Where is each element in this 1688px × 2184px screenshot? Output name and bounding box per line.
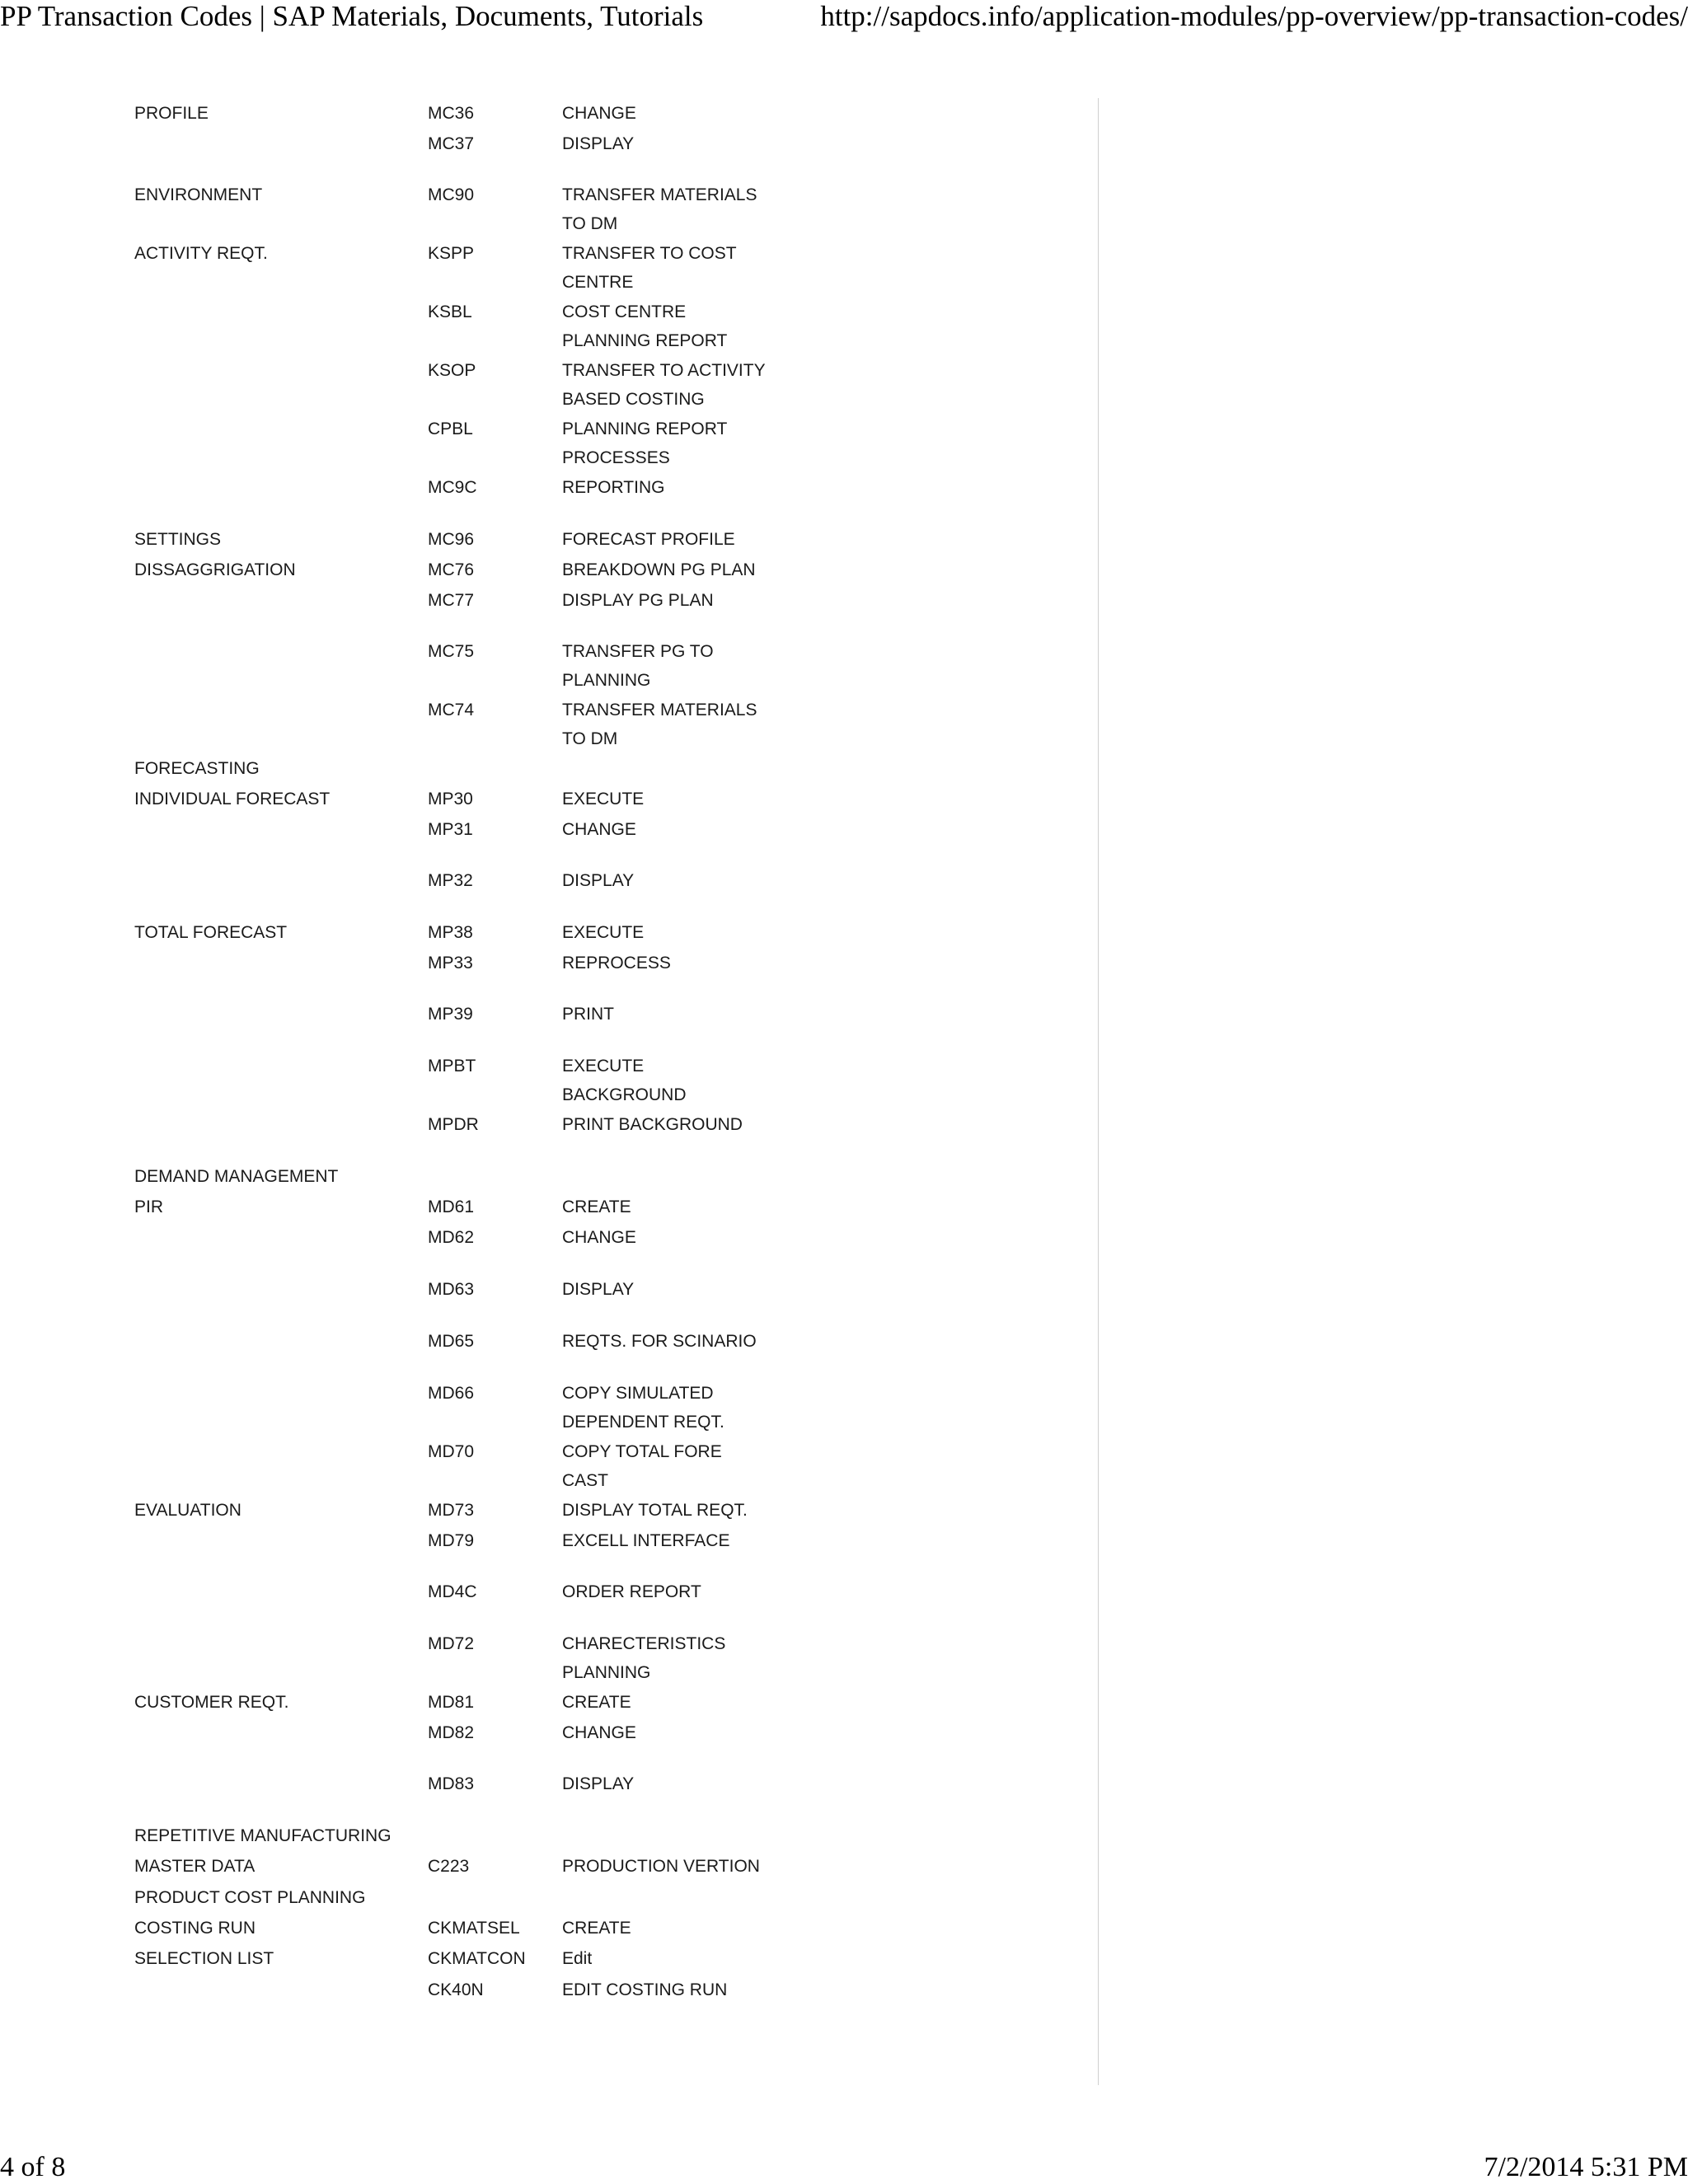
print-datetime: 7/2/2014 5:31 PM (1484, 2152, 1688, 2182)
transaction-code-cell: MC9C (428, 478, 477, 497)
transaction-code-cell: MPBT (428, 1057, 476, 1076)
category-cell: MASTER DATA (134, 1857, 256, 1876)
transaction-code-cell: MP30 (428, 790, 473, 808)
description-cell-line2: CENTRE (562, 273, 634, 292)
category-cell: EVALUATION (134, 1501, 241, 1520)
description-cell: TRANSFER MATERIALS (562, 185, 757, 204)
transaction-code-cell: CPBL (428, 419, 473, 438)
description-cell: CHANGE (562, 104, 636, 123)
transaction-code-cell: KSOP (428, 361, 476, 380)
description-cell: REPORTING (562, 478, 665, 497)
description-cell: PRINT (562, 1005, 614, 1024)
description-cell: PLANNING REPORT (562, 419, 728, 438)
transaction-code-cell: MD66 (428, 1384, 475, 1403)
description-cell: TRANSFER TO COST (562, 244, 737, 263)
description-cell: EXECUTE (562, 790, 645, 808)
description-cell: EXECUTE (562, 923, 645, 942)
category-cell: DISSAGGRIGATION (134, 560, 296, 579)
description-cell-line2: CAST (562, 1471, 609, 1490)
description-cell: DISPLAY (562, 1280, 635, 1299)
description-cell: DISPLAY PG PLAN (562, 591, 714, 610)
description-cell: CREATE (562, 1693, 631, 1712)
description-cell: EXECUTE (562, 1057, 645, 1076)
description-cell: Edit (562, 1949, 593, 1968)
category-cell: ENVIRONMENT (134, 185, 263, 204)
description-cell: COPY TOTAL FORE (562, 1442, 722, 1461)
transaction-code-cell: C223 (428, 1857, 470, 1876)
description-cell: DISPLAY (562, 1774, 635, 1793)
transaction-code-cell: MD63 (428, 1280, 475, 1299)
transaction-code-cell: MP39 (428, 1005, 473, 1024)
transaction-code-cell: CKMATCON (428, 1949, 526, 1968)
column-divider (1098, 98, 1099, 2085)
description-cell: TRANSFER MATERIALS (562, 701, 757, 719)
category-cell: FORECASTING (134, 759, 260, 778)
transaction-code-cell: MC76 (428, 560, 475, 579)
description-cell: CHANGE (562, 820, 636, 839)
transaction-code-cell: MC77 (428, 591, 475, 610)
page-number: 4 of 8 (0, 2152, 66, 2182)
description-cell-line2: BACKGROUND (562, 1085, 687, 1104)
description-cell: FORECAST PROFILE (562, 530, 735, 549)
description-cell-line2: TO DM (562, 214, 618, 233)
description-cell: COST CENTRE (562, 302, 687, 321)
transaction-code-cell: MD73 (428, 1501, 475, 1520)
category-cell: CUSTOMER REQT. (134, 1693, 289, 1712)
description-cell: TRANSFER TO ACTIVITY (562, 361, 766, 380)
description-cell: REPROCESS (562, 954, 671, 972)
transaction-code-cell: MD70 (428, 1442, 475, 1461)
category-cell: INDIVIDUAL FORECAST (134, 790, 331, 808)
description-cell: CHANGE (562, 1228, 636, 1247)
transaction-code-cell: MP38 (428, 923, 473, 942)
description-cell: TRANSFER PG TO (562, 642, 714, 661)
description-cell-line2: BASED COSTING (562, 390, 705, 409)
description-cell: PRODUCTION VERTION (562, 1857, 760, 1876)
transaction-code-cell: MD82 (428, 1723, 475, 1742)
description-cell-line2: TO DM (562, 729, 618, 748)
transaction-code-cell: MD65 (428, 1332, 475, 1351)
transaction-code-cell: MP33 (428, 954, 473, 972)
transaction-code-cell: MC37 (428, 134, 475, 153)
transaction-code-cell: MP32 (428, 871, 473, 890)
page-header-title: PP Transaction Codes | SAP Materials, Documents, Tutorials (0, 0, 704, 32)
transaction-code-cell: MC75 (428, 642, 475, 661)
category-cell: PIR (134, 1197, 164, 1216)
category-cell: PRODUCT COST PLANNING (134, 1888, 366, 1907)
description-cell-line2: DEPENDENT REQT. (562, 1413, 724, 1432)
category-cell: DEMAND MANAGEMENT (134, 1167, 339, 1186)
description-cell: BREAKDOWN PG PLAN (562, 560, 756, 579)
description-cell: DISPLAY TOTAL REQT. (562, 1501, 748, 1520)
transaction-code-cell: MD81 (428, 1693, 475, 1712)
category-cell: TOTAL FORECAST (134, 923, 288, 942)
category-cell: PROFILE (134, 104, 209, 123)
description-cell: EXCELL INTERFACE (562, 1531, 730, 1550)
transaction-code-cell: MD79 (428, 1531, 475, 1550)
description-cell: CHARECTERISTICS (562, 1634, 726, 1653)
description-cell: REQTS. FOR SCINARIO (562, 1332, 757, 1351)
page-header-url: http://sapdocs.info/application-modules/pp-overview/pp-transaction-codes/ (820, 0, 1688, 32)
transaction-code-cell: KSPP (428, 244, 475, 263)
transaction-code-cell: CK40N (428, 1980, 484, 1999)
description-cell: ORDER REPORT (562, 1582, 701, 1601)
transaction-code-cell: MD62 (428, 1228, 475, 1247)
description-cell-line2: PLANNING (562, 1663, 651, 1682)
transaction-code-cell: KSBL (428, 302, 472, 321)
description-cell: CREATE (562, 1919, 631, 1938)
transaction-code-cell: MD83 (428, 1774, 475, 1793)
description-cell: CREATE (562, 1197, 631, 1216)
description-cell-line2: PROCESSES (562, 448, 670, 467)
transaction-code-cell: MC36 (428, 104, 475, 123)
transaction-code-cell: MD4C (428, 1582, 477, 1601)
description-cell-line2: PLANNING (562, 671, 651, 690)
description-cell: DISPLAY (562, 871, 635, 890)
category-cell: SELECTION LIST (134, 1949, 274, 1968)
transaction-code-cell: MP31 (428, 820, 473, 839)
transaction-code-cell: MC90 (428, 185, 475, 204)
description-cell: PRINT BACKGROUND (562, 1115, 743, 1134)
transaction-code-cell: MPDR (428, 1115, 479, 1134)
transaction-code-cell: CKMATSEL (428, 1919, 520, 1938)
category-cell: SETTINGS (134, 530, 222, 549)
transaction-code-cell: MD61 (428, 1197, 475, 1216)
description-cell: CHANGE (562, 1723, 636, 1742)
transaction-code-cell: MD72 (428, 1634, 475, 1653)
category-cell: COSTING RUN (134, 1919, 256, 1938)
transaction-code-cell: MC96 (428, 530, 475, 549)
transaction-code-cell: MC74 (428, 701, 475, 719)
category-cell: ACTIVITY REQT. (134, 244, 268, 263)
description-cell: EDIT COSTING RUN (562, 1980, 728, 1999)
category-cell: REPETITIVE MANUFACTURING (134, 1826, 392, 1845)
description-cell: COPY SIMULATED (562, 1384, 714, 1403)
description-cell-line2: PLANNING REPORT (562, 331, 728, 350)
description-cell: DISPLAY (562, 134, 635, 153)
